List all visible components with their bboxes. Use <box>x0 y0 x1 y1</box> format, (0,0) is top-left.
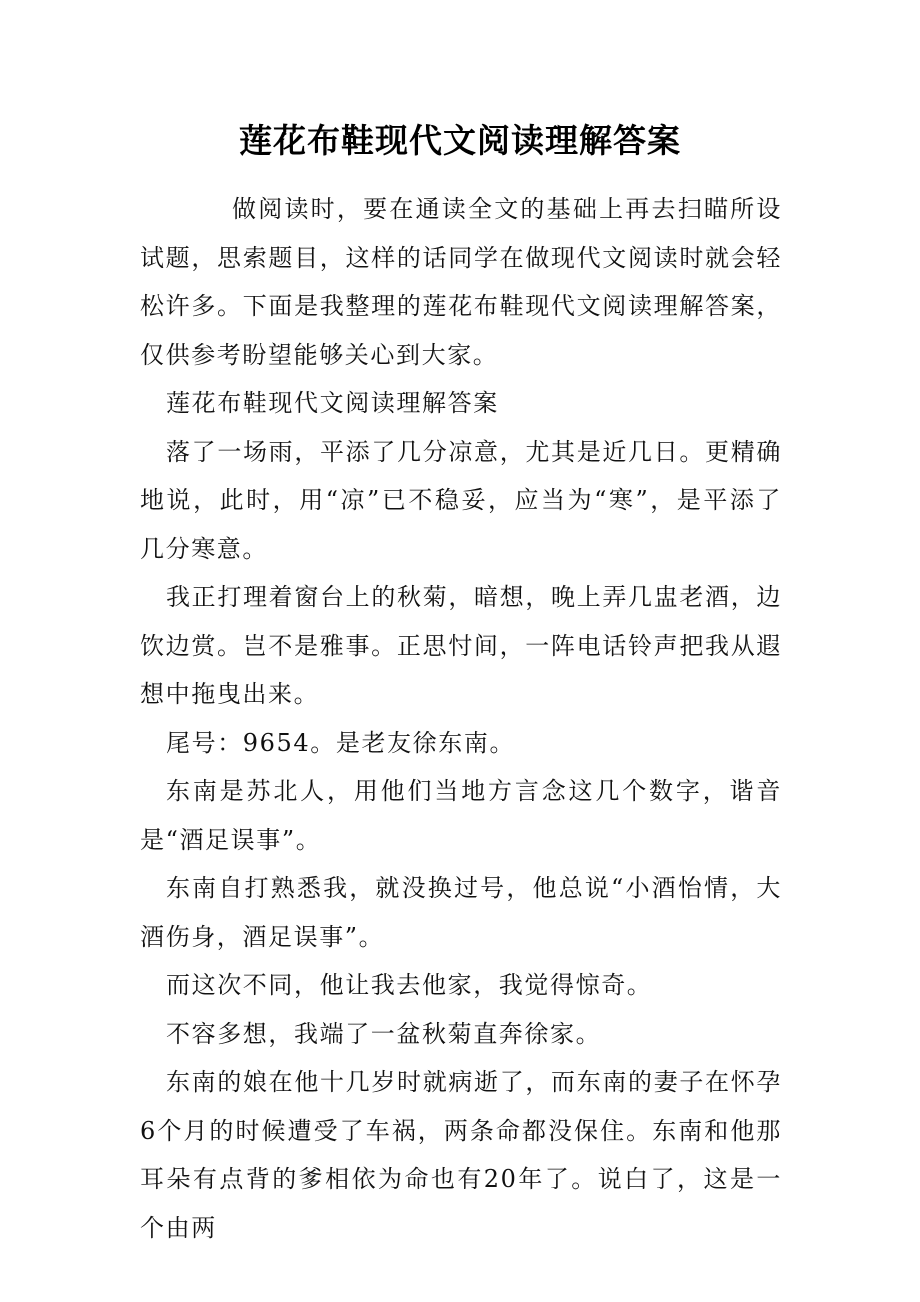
document-title: 莲花布鞋现代文阅读理解答案 <box>239 121 681 160</box>
section-heading: 莲花布鞋现代文阅读理解答案 <box>166 389 499 417</box>
paragraph: 东南是苏北人，用他们当地方言念这几个数字，谐音是“酒足误事”。 <box>140 777 782 854</box>
paragraph: 东南的娘在他十几岁时就病逝了，而东南的妻子在怀孕6个月的时候遭受了车祸，两条命都没保住。东南和他那耳朵有点背的爹相依为命也有20年了。说白了，这是一个由两 <box>140 1068 782 1242</box>
document-body <box>140 185 782 1252</box>
paragraph: 尾号：9654。是老友徐东南。 <box>166 728 516 757</box>
paragraph: 东南自打熟悉我，就没换过号，他总说“小酒怡情，大酒伤身，酒足误事”。 <box>140 874 782 951</box>
paragraph: 不容多想，我端了一盆秋菊直奔徐家。 <box>166 1019 602 1048</box>
paragraph: 而这次不同，他让我去他家，我觉得惊奇。 <box>166 971 653 999</box>
intro-paragraph: 做阅读时，要在通读全文的基础上再去扫瞄所设试题，思索题目，这样的话同学在做现代文阅读时就会轻松许多。下面是我整理的莲花布鞋现代文阅读理解答案，仅供参考盼望能够关心到大家。 <box>140 195 782 369</box>
paragraph: 我正打理着窗台上的秋菊，暗想，晚上弄几盅老酒，边饮边赏。岂不是雅事。正思忖间，一阵电话铃声把我从遐想中拖曳出来。 <box>140 583 782 708</box>
paragraph: 落了一场雨，平添了几分凉意，尤其是近几日。更精确地说，此时，用“凉”已不稳妥，应当为“寒”，是平添了几分寒意。 <box>140 437 782 563</box>
